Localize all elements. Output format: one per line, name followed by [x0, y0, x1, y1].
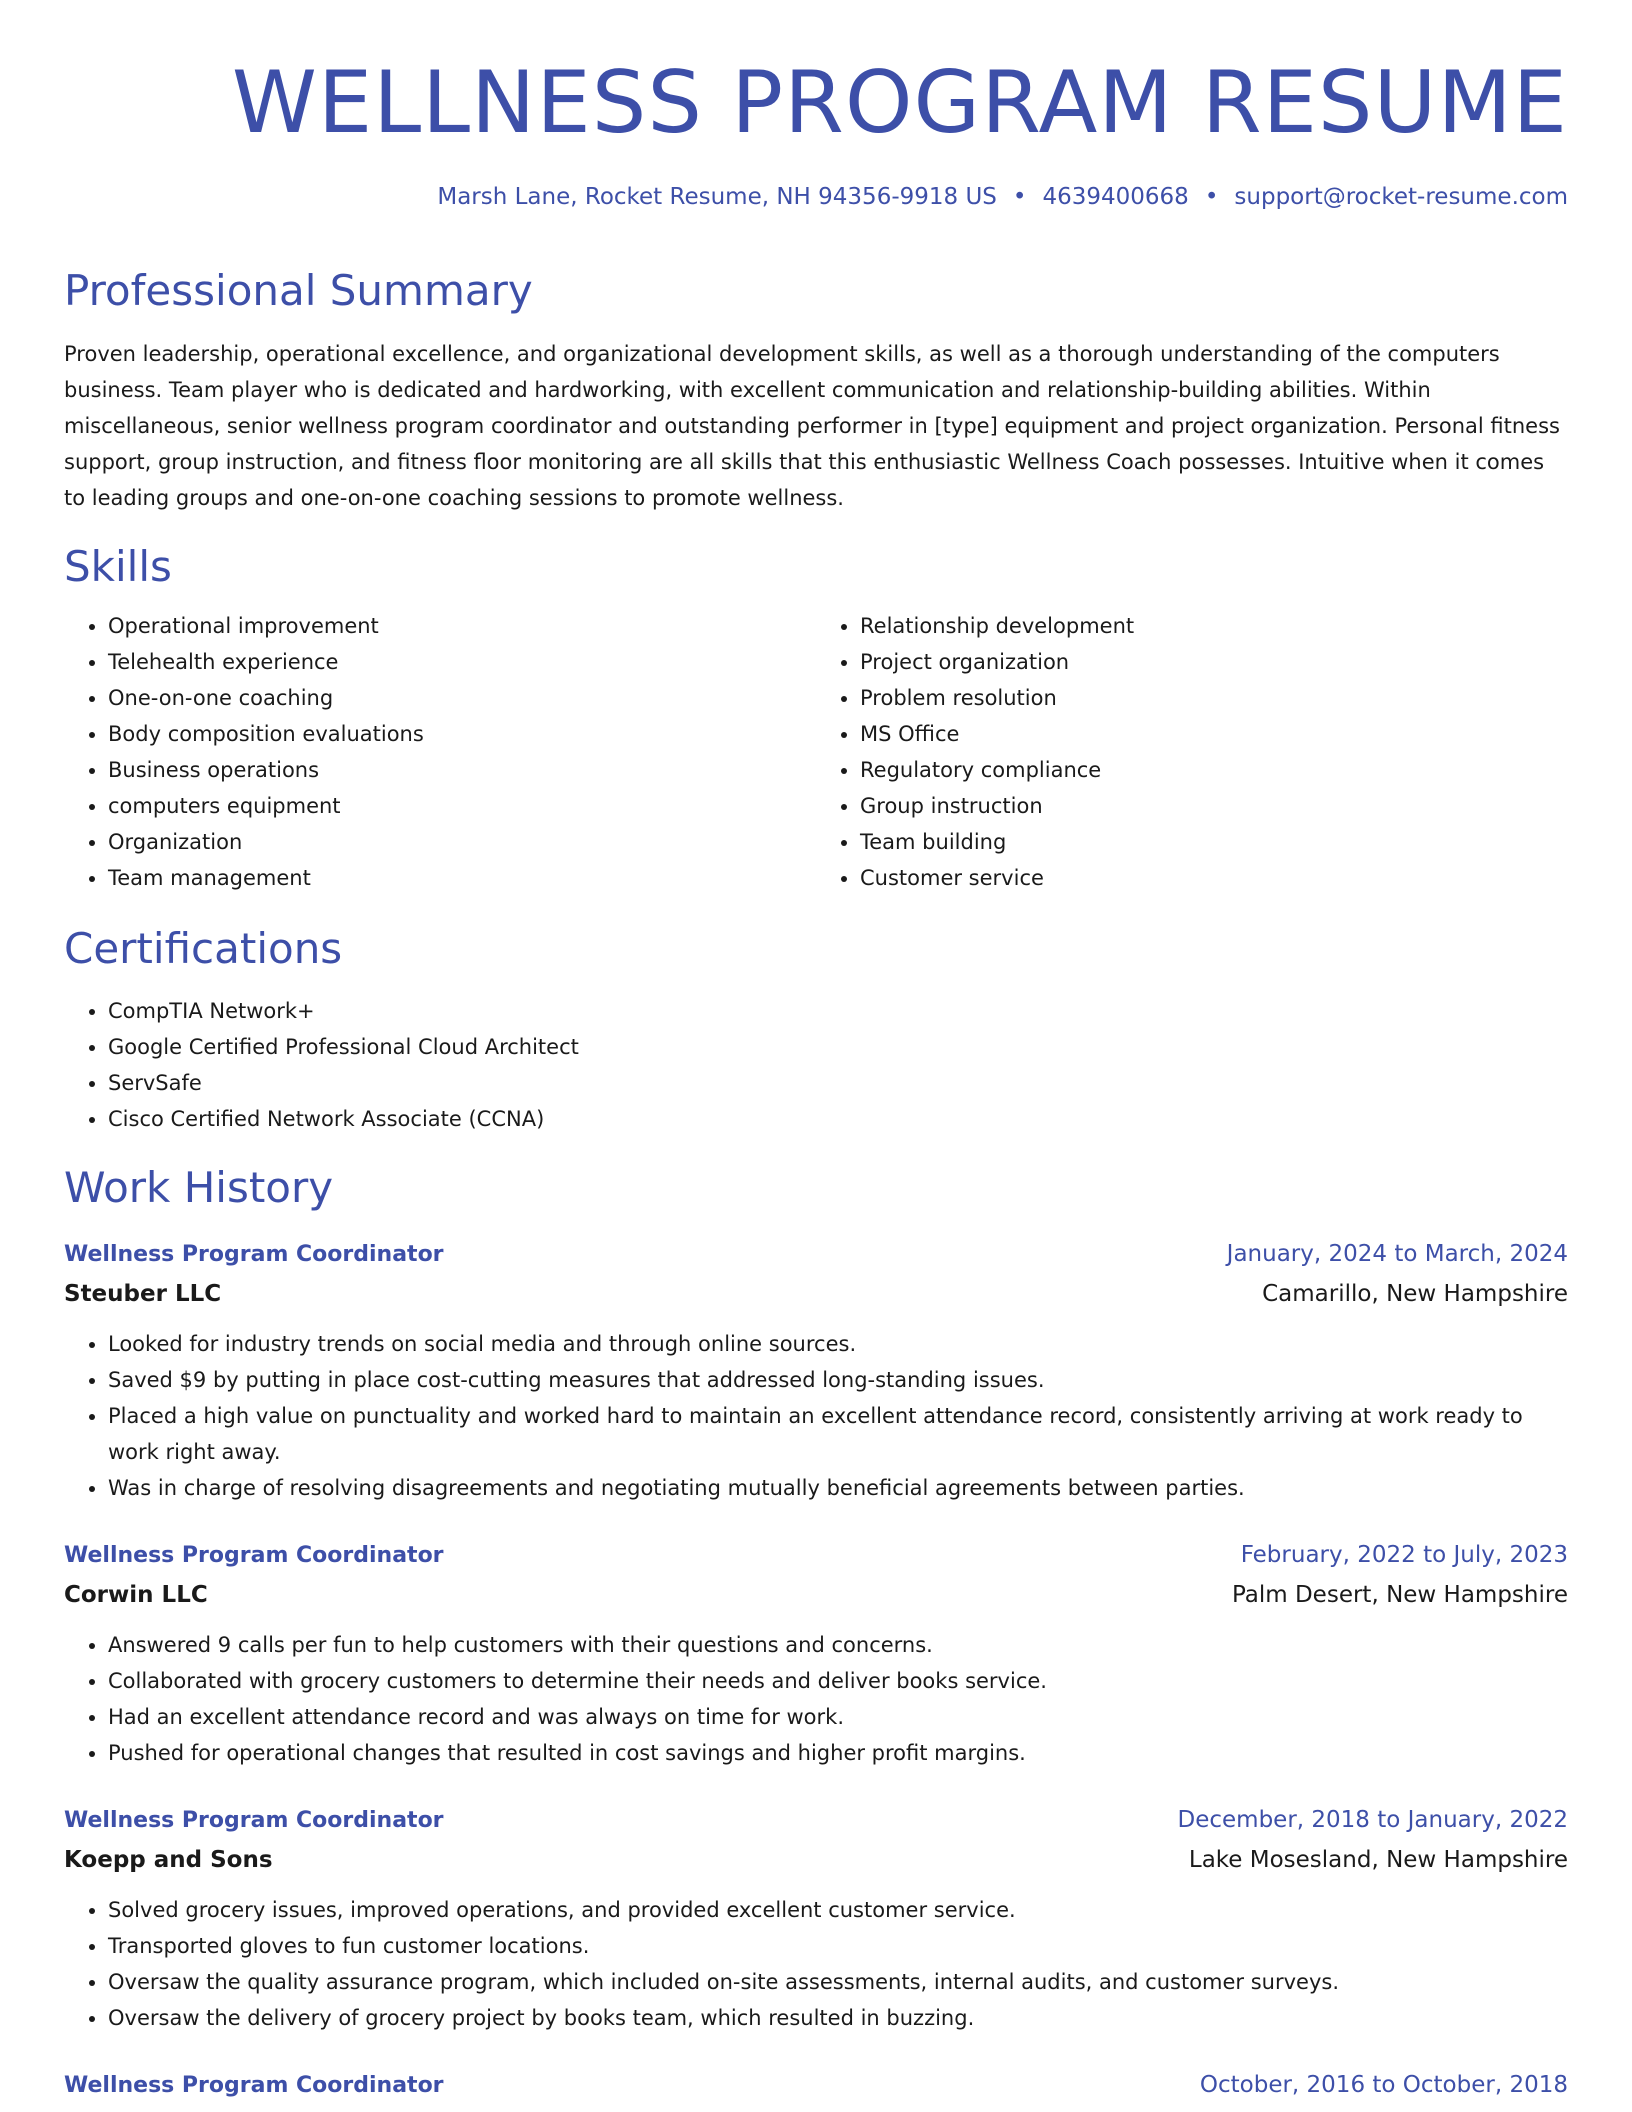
work-history-heading: Work History	[64, 1162, 334, 1212]
certification-item: • CompTIA Network+	[108, 993, 1568, 1029]
certification-item: • ServSafe	[108, 1065, 1568, 1101]
job-bullet: • Pushed for operational changes that resulted in cost savings and higher profit margins.	[108, 1735, 1568, 1771]
job-title: Wellness Program Coordinator	[64, 2073, 444, 2099]
job-bullet: • Looked for industry trends on social media and through online sources.	[108, 1326, 1568, 1362]
skill-item: • Group instruction	[860, 788, 1568, 824]
skill-item: • Team building	[860, 824, 1568, 860]
job-location: Lake Mosesland, New Hampshire	[1188, 1847, 1568, 1874]
job-bullet: • Collaborated with grocery customers to determine their needs and deliver books service.	[108, 1663, 1568, 1699]
skills-list-right	[816, 608, 1568, 896]
contact-phone: 4639400668	[1042, 184, 1189, 210]
job-company: Koepp and Sons	[64, 1847, 273, 1874]
skill-item: • Telehealth experience	[108, 644, 816, 680]
summary-text: Proven leadership, operational excellence, and organizational development skills, as well as a thorough understanding of the computers business. Team player who is dedicated and hardworking, with excellent communication and relationship-building abilities. Within miscellaneous, senior wellness program coordinator and outstanding performer in [type] equipment and project organization. Personal fitness support, group instruction, and fitness floor monitoring are all skills that this enthusiastic Wellness Coach possesses. Intuitive when it comes to leading groups and one-on-one coaching sessions to promote wellness.	[64, 341, 1560, 510]
job-dates: February, 2022 to July, 2023	[1240, 1542, 1568, 1569]
skill-item: • Relationship development	[860, 608, 1568, 644]
job-dates: January, 2024 to March, 2024	[1226, 1241, 1568, 1268]
skill-item: • Customer service	[860, 860, 1568, 896]
job-bullet: • Oversaw the quality assurance program, which included on-site assessments, internal audits, and customer surveys.	[108, 1964, 1568, 2000]
skills-heading: Skills	[64, 541, 172, 591]
job-bullet: • Oversaw the delivery of grocery project by books team, which resulted in buzzing.	[108, 2000, 1568, 2036]
job-title: Wellness Program Coordinator	[64, 1808, 444, 1834]
job-bullets	[64, 1326, 1568, 1506]
job-entry	[64, 1801, 1568, 2036]
skill-item: • Problem resolution	[860, 680, 1568, 716]
job-bullets	[64, 1627, 1568, 1771]
job-company: Steuber LLC	[64, 1281, 222, 1308]
skill-item: • Team management	[108, 860, 816, 896]
job-bullet: • Was in charge of resolving disagreements and negotiating mutually beneficial agreements between parties.	[108, 1470, 1568, 1506]
skill-item: • MS Office	[860, 716, 1568, 752]
job-bullets	[64, 1892, 1568, 2036]
skill-item: • One-on-one coaching	[108, 680, 816, 716]
skill-item: • computers equipment	[108, 788, 816, 824]
skills-list-left	[64, 608, 816, 896]
certification-item: • Cisco Certified Network Associate (CCNA)	[108, 1101, 1568, 1137]
job-bullet: • Placed a high value on punctuality and worked hard to maintain an excellent attendance record, consistently arriving at work ready to work right away.	[108, 1398, 1568, 1470]
job-bullet: • Saved $9 by putting in place cost-cutting measures that addressed long-standing issues.	[108, 1362, 1568, 1398]
job-bullet: • Transported gloves to fun customer locations.	[108, 1928, 1568, 1964]
certification-item: • Google Certified Professional Cloud Architect	[108, 1029, 1568, 1065]
job-location: Palm Desert, New Hampshire	[1231, 1582, 1568, 1609]
skill-item: • Business operations	[108, 752, 816, 788]
certifications-list	[64, 993, 1568, 1137]
job-title: Wellness Program Coordinator	[64, 1242, 444, 1268]
contact-separator: •	[1204, 184, 1219, 210]
job-entry	[64, 1235, 1568, 1506]
contact-line	[64, 184, 1568, 212]
job-entry	[64, 2066, 1568, 2105]
job-bullet: • Had an excellent attendance record and was always on time for work.	[108, 1699, 1568, 1735]
skill-item: • Project organization	[860, 644, 1568, 680]
skill-item: • Regulatory compliance	[860, 752, 1568, 788]
job-location: Camarillo, New Hampshire	[1262, 1281, 1568, 1308]
job-dates: December, 2018 to January, 2022	[1177, 1807, 1568, 1834]
skill-item: • Operational improvement	[108, 608, 816, 644]
job-title: Wellness Program Coordinator	[64, 1543, 444, 1569]
skill-item: • Body composition evaluations	[108, 716, 816, 752]
job-bullet: • Solved grocery issues, improved operations, and provided excellent customer service.	[108, 1892, 1568, 1928]
job-bullet: • Answered 9 calls per fun to help customers with their questions and concerns.	[108, 1627, 1568, 1663]
job-entry	[64, 1536, 1568, 1771]
job-company: Corwin LLC	[64, 1582, 208, 1609]
skill-item: • Organization	[108, 824, 816, 860]
certifications-heading: Certifications	[64, 924, 343, 974]
contact-email[interactable]: support@rocket-resume.com	[1234, 184, 1568, 210]
contact-separator: •	[1012, 184, 1027, 210]
contact-address: Marsh Lane, Rocket Resume, NH 94356-9918 US	[437, 184, 997, 210]
summary-heading: Professional Summary	[64, 265, 533, 315]
job-dates: October, 2016 to October, 2018	[1199, 2072, 1568, 2099]
skills-grid	[64, 608, 1568, 896]
resume-title: WELLNESS PROGRAM RESUME	[231, 53, 1568, 153]
